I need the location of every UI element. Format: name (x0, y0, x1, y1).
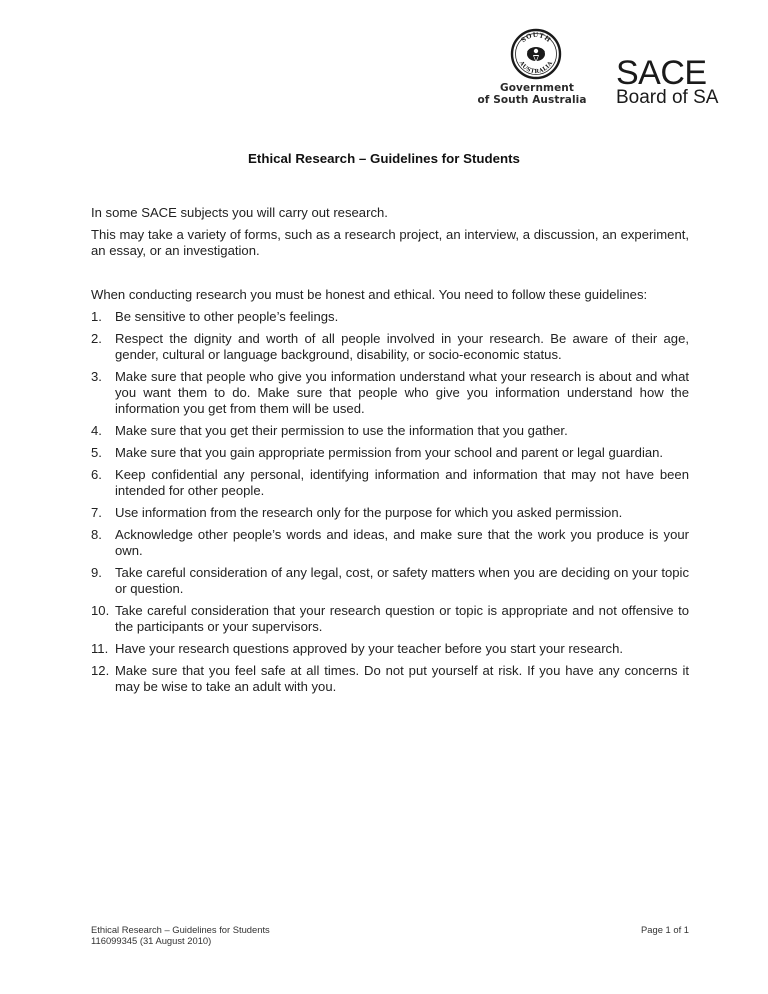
guideline-text: Use information from the research only for the purpose for which you asked permission. (115, 505, 623, 520)
guideline-number: 3. (91, 369, 102, 384)
guideline-text: Keep confidential any personal, identifying information and information that may not have been intended for other people. (115, 467, 689, 498)
guideline-item (91, 603, 689, 635)
document-body (91, 205, 689, 701)
guideline-number: 6. (91, 467, 102, 482)
intro-paragraph: This may take a variety of forms, such as a research project, an interview, a discussion, an experiment, an essay, or an investigation. (91, 227, 689, 258)
guideline-number: 12. (91, 663, 110, 678)
guideline-item (91, 445, 689, 461)
guideline-item (91, 527, 689, 559)
guideline-item (91, 565, 689, 597)
government-logo-line1: Government (499, 82, 574, 94)
guideline-number: 10. (91, 603, 110, 618)
sace-logo-subtitle: Board of SA (616, 87, 719, 108)
government-of-south-australia-logo (470, 22, 594, 108)
guideline-item (91, 467, 689, 499)
sace-logo-title: SACE (616, 54, 707, 92)
guideline-number: 1. (91, 309, 102, 324)
guideline-text: Make sure that you get their permission to use the information that you gather. (115, 423, 568, 438)
guideline-item (91, 423, 689, 439)
guideline-item (91, 641, 689, 657)
government-logo-text (470, 82, 594, 106)
footer-document-id: 116099345 (31 August 2010) (91, 935, 212, 946)
guideline-number: 2. (91, 331, 102, 346)
guideline-text: Make sure that people who give you information understand what your research is about and what you want them to do. Make sure that people who give you information understand how the information you get from them will be used. (115, 369, 689, 416)
guideline-item (91, 309, 689, 325)
guideline-text: Take careful consideration that your research question or topic is appropriate and not offensive to the participants or your supervisors. (115, 603, 689, 634)
guideline-text: Make sure that you gain appropriate permission from your school and parent or legal guardian. (115, 445, 664, 460)
government-logo-line2: of South Australia (477, 94, 587, 106)
guideline-item (91, 369, 689, 417)
guideline-number: 7. (91, 505, 102, 520)
intro-paragraph: In some SACE subjects you will carry out research. (91, 205, 388, 220)
guideline-text: Have your research questions approved by your teacher before you start your research. (115, 641, 624, 656)
guideline-text: Be sensitive to other people’s feelings. (115, 309, 339, 324)
guideline-number: 8. (91, 527, 102, 542)
guideline-number: 4. (91, 423, 102, 438)
guideline-item (91, 331, 689, 363)
svg-text:AUSTRALIA: AUSTRALIA (517, 60, 555, 76)
guideline-text: Acknowledge other people’s words and ideas, and make sure that the work you produce is your own. (115, 527, 689, 558)
guideline-text: Respect the dignity and worth of all people involved in your research. Be aware of their age, gender, cultural or language background, disability, or socio-economic status. (115, 331, 689, 362)
footer-document-name: Ethical Research – Guidelines for Students (91, 924, 270, 935)
guideline-text: Make sure that you feel safe at all times. Do not put yourself at risk. If you have any concerns it may be wise to take an adult with you. (115, 663, 689, 694)
svg-text:SOUTH: SOUTH (519, 31, 553, 45)
document-title: Ethical Research – Guidelines for Students (248, 151, 520, 166)
guideline-item (91, 663, 689, 695)
intro-paragraph: When conducting research you must be honest and ethical. You need to follow these guidelines: (91, 287, 648, 302)
guideline-number: 9. (91, 565, 102, 580)
guideline-number: 11. (91, 641, 109, 656)
guideline-item (91, 505, 689, 521)
guideline-number: 5. (91, 445, 102, 460)
footer-document-info (91, 924, 270, 946)
footer-page-number: Page 1 of 1 (641, 924, 689, 935)
guidelines-list (91, 309, 689, 695)
guideline-text: Take careful consideration of any legal, cost, or safety matters when you are deciding on your topic or question. (115, 565, 689, 596)
south-australia-crest-icon (510, 28, 562, 80)
sace-board-logo (616, 54, 746, 110)
